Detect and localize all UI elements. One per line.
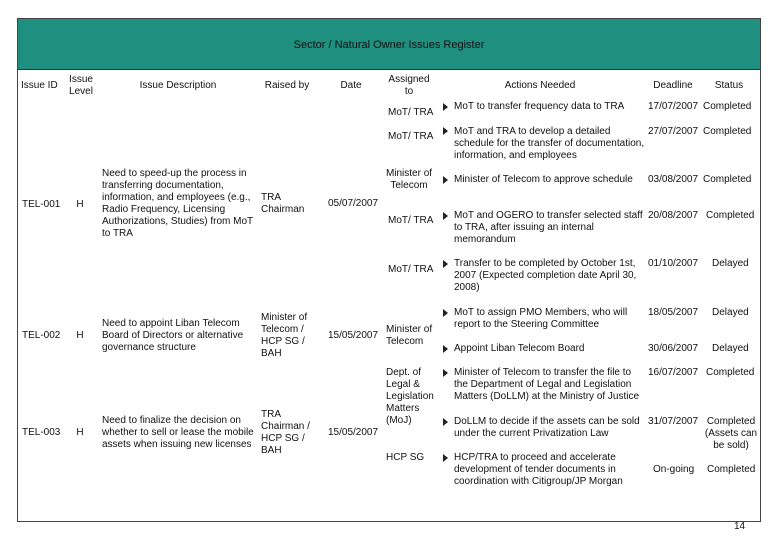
- action-text: Transfer to be completed by October 1st, 2007 (Expected completion date April 30, 2008): [454, 258, 637, 293]
- action-text: Minister of Telecom to approve schedule: [454, 174, 633, 185]
- deadline: 17/07/2007: [648, 101, 699, 112]
- header-date: Date: [340, 80, 362, 91]
- action-text: Appoint Liban Telecom Board: [454, 343, 585, 354]
- issue-description: Need to speed-up the process in transferring documentation, information, and employees (e.g., Radio Frequency, Licensing Authorizations, Studies) from MoT to TRA: [102, 168, 253, 239]
- issue-level: H: [76, 330, 84, 341]
- action-text: MoT to assign PMO Members, who will report to the Steering Committee: [454, 307, 628, 330]
- status: Delayed: [712, 258, 749, 269]
- raised-by: Minister of Telecom / HCP SG / BAH: [261, 312, 308, 359]
- issue-description: Need to appoint Liban Telecom Board of Directors or alternative governance structure: [102, 318, 244, 353]
- status: Completed: [707, 464, 756, 475]
- status: Completed (Assets can be sold): [704, 416, 758, 451]
- assigned-to: HCP SG: [386, 452, 425, 463]
- deadline: 03/08/2007: [648, 174, 699, 185]
- deadline: On-going: [653, 464, 695, 475]
- action-text: Minister of Telecom to transfer the file to the Department of Legal and Legislation Matters (DoLLM) at the Ministry of Justice: [454, 367, 640, 402]
- title-banner: [18, 19, 760, 70]
- deadline: 18/05/2007: [648, 307, 699, 318]
- bullet-arrow-icon: [443, 260, 448, 268]
- action-text: MoT and TRA to develop a detailed schedule for the transfer of documentation, information, and employees: [454, 126, 645, 161]
- bullet-arrow-icon: [443, 309, 448, 317]
- status: Completed: [703, 101, 752, 112]
- bullet-arrow-icon: [443, 127, 448, 135]
- header-issue-level: Issue Level: [69, 74, 93, 97]
- header-assigned-to: Assigned to: [388, 74, 430, 97]
- issue-level: H: [76, 427, 84, 438]
- raised-by: TRA Chairman: [261, 192, 305, 215]
- assigned-to: Dept. of Legal & Legislation Matters (MoJ): [386, 367, 434, 426]
- bullet-arrow-icon: [443, 176, 448, 184]
- bullet-arrow-icon: [443, 345, 448, 353]
- assigned-to: Minister of Telecom: [385, 168, 433, 191]
- header-issue-description: Issue Description: [139, 80, 217, 91]
- assigned-to: MoT/ TRA: [388, 131, 434, 142]
- assigned-to: MoT/ TRA: [388, 264, 434, 275]
- issue-level: H: [76, 199, 84, 210]
- header-status: Status: [714, 80, 744, 91]
- bullet-arrow-icon: [443, 212, 448, 220]
- issue-description: Need to finalize the decision on whether to sell or lease the mobile assets when issuing new licenses: [102, 415, 254, 450]
- action-text: MoT and OGERO to transfer selected staff to TRA, after issuing an internal memorandum: [454, 210, 643, 245]
- deadline: 20/08/2007: [648, 210, 699, 221]
- status: Completed: [706, 367, 755, 378]
- header-deadline: Deadline: [653, 80, 693, 91]
- deadline: 01/10/2007: [648, 258, 699, 269]
- page-title: Sector / Natural Owner Issues Register: [293, 39, 485, 51]
- deadline: 30/06/2007: [648, 343, 699, 354]
- bullet-arrow-icon: [443, 369, 448, 377]
- issue-id: TEL-003: [22, 427, 61, 438]
- bullet-arrow-icon: [443, 454, 448, 462]
- issue-date: 15/05/2007: [328, 330, 379, 341]
- header-raised-by: Raised by: [264, 80, 310, 91]
- header-issue-id: Issue ID: [21, 80, 58, 91]
- header-actions-needed: Actions Needed: [504, 80, 576, 91]
- action-text: DoLLM to decide if the assets can be sold under the current Privatization Law: [454, 416, 640, 439]
- raised-by: TRA Chairman / HCP SG / BAH: [261, 409, 310, 456]
- assigned-to: Minister of Telecom: [386, 324, 433, 347]
- status: Delayed: [712, 307, 749, 318]
- issue-date: 15/05/2007: [328, 427, 379, 438]
- bullet-arrow-icon: [443, 103, 448, 111]
- status: Delayed: [712, 343, 749, 354]
- action-text: MoT to transfer frequency data to TRA: [454, 101, 625, 112]
- deadline: 31/07/2007: [648, 416, 699, 427]
- assigned-to: MoT/ TRA: [388, 215, 434, 226]
- issue-id: TEL-001: [22, 199, 61, 210]
- page-number: 14: [734, 521, 746, 532]
- status: Completed: [703, 174, 752, 185]
- deadline: 16/07/2007: [648, 367, 699, 378]
- bullet-arrow-icon: [443, 418, 448, 426]
- assigned-to: MoT/ TRA: [388, 107, 434, 118]
- issue-id: TEL-002: [22, 330, 61, 341]
- status: Completed: [703, 126, 752, 137]
- action-text: HCP/TRA to proceed and accelerate development of tender documents in coordination with Citigroup/JP Morgan: [454, 452, 623, 487]
- deadline: 27/07/2007: [648, 126, 699, 137]
- status: Completed: [706, 210, 755, 221]
- issue-date: 05/07/2007: [328, 198, 379, 209]
